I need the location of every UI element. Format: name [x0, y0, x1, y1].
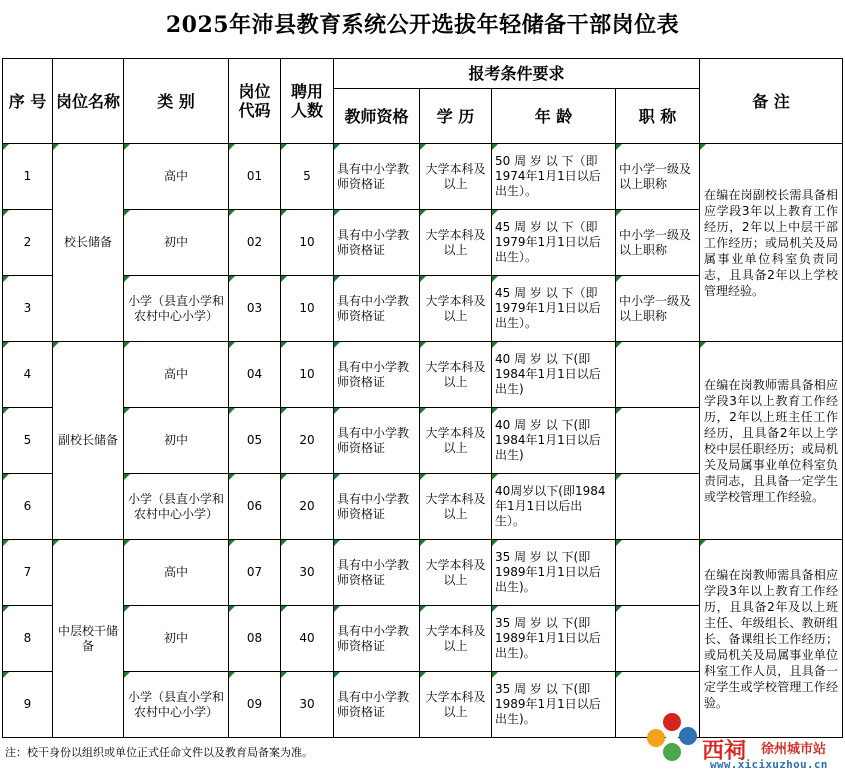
row-category: 初中	[124, 606, 229, 672]
group-name: 中层校干储备	[53, 540, 124, 738]
row-cert: 具有中小学教师资格证	[334, 672, 420, 738]
row-code: 09	[229, 672, 281, 738]
row-count: 40	[281, 606, 334, 672]
row-seq: 2	[3, 210, 53, 276]
header-title-rank: 职 称	[616, 89, 700, 144]
row-seq: 1	[3, 144, 53, 210]
row-category: 初中	[124, 408, 229, 474]
row-count: 10	[281, 210, 334, 276]
row-age: 40周岁以下(即1984年1月1日以后出生）。	[492, 474, 616, 540]
row-rank	[616, 540, 700, 606]
row-seq: 3	[3, 276, 53, 342]
row-code: 02	[229, 210, 281, 276]
row-code: 06	[229, 474, 281, 540]
footnote: 注：校干身份以组织或单位正式任命文件以及教育局备案为准。	[5, 746, 313, 759]
header-category: 类 别	[124, 59, 229, 144]
row-age: 50 周 岁 以 下（即1974年1月1日以后出生）。	[492, 144, 616, 210]
post-table	[2, 58, 843, 738]
header-teacher-cert: 教师资格	[334, 89, 420, 144]
row-cert: 具有中小学教师资格证	[334, 276, 420, 342]
row-edu: 大学本科及以上	[420, 210, 492, 276]
row-count: 20	[281, 408, 334, 474]
row-edu: 大学本科及以上	[420, 672, 492, 738]
header-education: 学 历	[420, 89, 492, 144]
row-code: 05	[229, 408, 281, 474]
group-remark: 在编在岗教师需具备相应学段3年以上教育工作经历，且具备2年及以上班主任、年级组长、教研组长、备课组长工作经历；或局机关及局属事业单位科室工作人员，且具备一定学生或学校管理工作经验。	[700, 540, 843, 738]
row-seq: 4	[3, 342, 53, 408]
row-code: 07	[229, 540, 281, 606]
row-rank: 中小学一级及以上职称	[616, 210, 700, 276]
row-edu: 大学本科及以上	[420, 540, 492, 606]
row-category: 小学（县直小学和农村中心小学）	[124, 474, 229, 540]
row-code: 08	[229, 606, 281, 672]
row-count: 30	[281, 672, 334, 738]
row-cert: 具有中小学教师资格证	[334, 408, 420, 474]
row-age: 35 周 岁 以 下(即1989年1月1日以后出生)。	[492, 540, 616, 606]
row-seq: 6	[3, 474, 53, 540]
row-rank	[616, 408, 700, 474]
header-remarks: 备 注	[700, 59, 843, 144]
header-requirements: 报考条件要求	[334, 59, 700, 89]
row-seq: 9	[3, 672, 53, 738]
group-remark: 在编在岗教师需具备相应学段3年以上教育工作经历，2年以上班主任工作经历，且具备2年以上学校中层任职经历；或局机关及局属事业单位科室负责同志，且具备一定学生或学校管理工作经验。	[700, 342, 843, 540]
row-cert: 具有中小学教师资格证	[334, 474, 420, 540]
row-age: 45 周 岁 以 下（即1979年1月1日以后出生）。	[492, 276, 616, 342]
page-title: 2025年沛县教育系统公开选拔年轻储备干部岗位表	[165, 12, 680, 38]
watermark-sub: 徐州城市站	[761, 742, 827, 757]
row-category: 小学（县直小学和农村中心小学）	[124, 672, 229, 738]
group-name: 副校长储备	[53, 342, 124, 540]
row-count: 10	[281, 342, 334, 408]
row-age: 35 周 岁 以 下(即1989年1月1日以后出生)。	[492, 672, 616, 738]
row-edu: 大学本科及以上	[420, 474, 492, 540]
table-row	[3, 342, 843, 408]
row-code: 04	[229, 342, 281, 408]
row-cert: 具有中小学教师资格证	[334, 606, 420, 672]
row-category: 小学（县直小学和农村中心小学）	[124, 276, 229, 342]
row-rank: 中小学一级及以上职称	[616, 276, 700, 342]
row-edu: 大学本科及以上	[420, 408, 492, 474]
watermark-url: www.xicixuzhou.cn	[710, 758, 828, 771]
row-rank	[616, 342, 700, 408]
header-post-code: 岗位代码	[229, 59, 281, 144]
row-edu: 大学本科及以上	[420, 276, 492, 342]
row-seq: 5	[3, 408, 53, 474]
row-category: 高中	[124, 342, 229, 408]
header-seq: 序 号	[3, 59, 53, 144]
row-age: 40 周 岁 以 下(即1984年1月1日以后出生)	[492, 408, 616, 474]
row-rank: 中小学一级及以上职称	[616, 144, 700, 210]
row-seq: 7	[3, 540, 53, 606]
header-post-name: 岗位名称	[53, 59, 124, 144]
row-category: 高中	[124, 540, 229, 606]
row-edu: 大学本科及以上	[420, 606, 492, 672]
watermark-brand: 西祠	[702, 738, 747, 764]
row-cert: 具有中小学教师资格证	[334, 342, 420, 408]
row-code: 01	[229, 144, 281, 210]
row-count: 20	[281, 474, 334, 540]
row-count: 5	[281, 144, 334, 210]
table-row	[3, 144, 843, 210]
row-age: 40 周 岁 以 下(即1984年1月1日以后出生)	[492, 342, 616, 408]
header-count: 聘用人数	[281, 59, 334, 144]
row-seq: 8	[3, 606, 53, 672]
row-age: 45 周 岁 以 下（即1979年1月1日以后出生）。	[492, 210, 616, 276]
row-cert: 具有中小学教师资格证	[334, 540, 420, 606]
group-remark: 在编在岗副校长需具备相应学段3年以上教育工作经历，2年以上中层干部工作经历；或局机关及局属事业单位科室负责同志，且具备2年以上学校管理经验。	[700, 144, 843, 342]
table-row	[3, 540, 843, 606]
row-rank	[616, 606, 700, 672]
row-count: 30	[281, 540, 334, 606]
row-category: 高中	[124, 144, 229, 210]
row-edu: 大学本科及以上	[420, 342, 492, 408]
row-cert: 具有中小学教师资格证	[334, 144, 420, 210]
header-age: 年 龄	[492, 89, 616, 144]
row-rank	[616, 474, 700, 540]
row-category: 初中	[124, 210, 229, 276]
row-edu: 大学本科及以上	[420, 144, 492, 210]
row-count: 10	[281, 276, 334, 342]
group-name: 校长储备	[53, 144, 124, 342]
row-age: 35 周 岁 以 下(即1989年1月1日以后出生)。	[492, 606, 616, 672]
row-cert: 具有中小学教师资格证	[334, 210, 420, 276]
row-code: 03	[229, 276, 281, 342]
